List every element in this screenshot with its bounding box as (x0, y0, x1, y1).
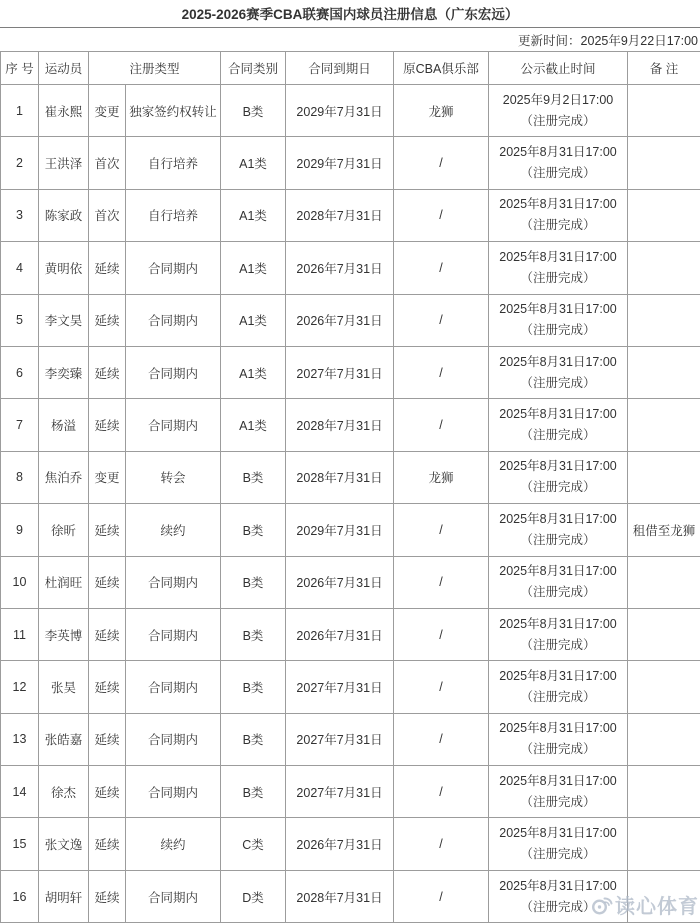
cell-reg-type: 延续 (89, 608, 126, 660)
players-table (0, 51, 700, 923)
cell-former-club: / (394, 504, 489, 556)
cell-remark (628, 661, 700, 713)
cell-deadline (489, 346, 628, 398)
header-row (1, 52, 700, 85)
cell-remark (628, 870, 700, 922)
cell-no: 11 (1, 608, 39, 660)
cell-reg-detail: 合同期内 (126, 608, 221, 660)
cell-reg-type: 延续 (89, 346, 126, 398)
cell-reg-detail: 合同期内 (126, 713, 221, 765)
cell-reg-type: 首次 (89, 137, 126, 189)
cell-contract-end: 2027年7月31日 (286, 661, 394, 713)
cell-name: 焦泊乔 (39, 451, 89, 503)
cell-deadline (489, 399, 628, 451)
table-row (1, 556, 700, 608)
deadline-status: （注册完成） (520, 375, 596, 390)
cell-deadline (489, 451, 628, 503)
cell-deadline (489, 242, 628, 294)
table-row (1, 137, 700, 189)
table-row (1, 451, 700, 503)
header-cell-3: 合同类别 (221, 52, 286, 85)
cell-reg-type: 变更 (89, 85, 126, 137)
cell-reg-detail: 合同期内 (126, 294, 221, 346)
cell-no: 2 (1, 137, 39, 189)
cell-contract-class: B类 (221, 556, 286, 608)
cell-former-club: / (394, 399, 489, 451)
header-cell-7: 备 注 (628, 52, 700, 85)
cell-reg-detail: 独家签约权转让 (126, 85, 221, 137)
cell-former-club: / (394, 556, 489, 608)
cell-no: 13 (1, 713, 39, 765)
cell-no: 5 (1, 294, 39, 346)
cell-name: 李文昊 (39, 294, 89, 346)
cell-reg-detail: 续约 (126, 818, 221, 870)
cell-reg-type: 延续 (89, 242, 126, 294)
deadline-time: 2025年8月31日17:00 (499, 721, 617, 736)
header-cell-1: 运动员 (39, 52, 89, 85)
cell-deadline (489, 818, 628, 870)
cell-reg-detail: 合同期内 (126, 556, 221, 608)
cell-former-club: / (394, 870, 489, 922)
cell-reg-type: 延续 (89, 766, 126, 818)
deadline-status: （注册完成） (520, 323, 596, 338)
table-row (1, 85, 700, 137)
cell-reg-type: 延续 (89, 504, 126, 556)
cell-contract-class: A1类 (221, 189, 286, 241)
cell-name: 王洪泽 (39, 137, 89, 189)
cell-name: 胡明轩 (39, 870, 89, 922)
header-cell-4: 合同到期日 (286, 52, 394, 85)
cell-name: 黄明依 (39, 242, 89, 294)
deadline-status: （注册完成） (520, 270, 596, 285)
cell-name: 张皓嘉 (39, 713, 89, 765)
deadline-status: （注册完成） (520, 689, 596, 704)
cell-reg-type: 延续 (89, 556, 126, 608)
header-cell-6: 公示截止时间 (489, 52, 628, 85)
cell-deadline (489, 713, 628, 765)
cell-reg-detail: 合同期内 (126, 242, 221, 294)
cell-no: 4 (1, 242, 39, 294)
deadline-status: （注册完成） (520, 585, 596, 600)
table-body (1, 85, 700, 923)
deadline-time: 2025年8月31日17:00 (499, 354, 617, 369)
cell-contract-class: B类 (221, 85, 286, 137)
cell-contract-class: A1类 (221, 294, 286, 346)
cell-deadline (489, 85, 628, 137)
cell-reg-type: 延续 (89, 870, 126, 922)
header-cell-0: 序 号 (1, 52, 39, 85)
update-time: 更新时间：2025年9月22日17:00 (518, 34, 698, 48)
cell-deadline (489, 137, 628, 189)
cell-contract-class: B类 (221, 608, 286, 660)
cell-contract-class: B类 (221, 451, 286, 503)
table-row (1, 870, 700, 922)
cell-name: 崔永熙 (39, 85, 89, 137)
cell-remark (628, 346, 700, 398)
cell-no: 8 (1, 451, 39, 503)
cell-contract-class: A1类 (221, 242, 286, 294)
cell-reg-detail: 转会 (126, 451, 221, 503)
deadline-status: （注册完成） (520, 166, 596, 181)
cell-deadline (489, 556, 628, 608)
cell-reg-detail: 合同期内 (126, 766, 221, 818)
cell-reg-detail: 合同期内 (126, 346, 221, 398)
cell-name: 张文逸 (39, 818, 89, 870)
deadline-time: 2025年9月2日17:00 (502, 92, 614, 107)
cell-former-club: / (394, 818, 489, 870)
cell-former-club: 龙狮 (394, 451, 489, 503)
deadline-status: （注册完成） (520, 794, 596, 809)
cell-name: 陈家政 (39, 189, 89, 241)
cell-no: 14 (1, 766, 39, 818)
cell-name: 李英博 (39, 608, 89, 660)
cell-deadline (489, 294, 628, 346)
deadline-status: （注册完成） (520, 113, 596, 128)
cell-remark: 租借至龙狮 (628, 504, 700, 556)
cell-remark (628, 818, 700, 870)
cell-former-club: / (394, 713, 489, 765)
table-row (1, 713, 700, 765)
cell-former-club: / (394, 242, 489, 294)
deadline-time: 2025年8月31日17:00 (499, 511, 617, 526)
cell-no: 15 (1, 818, 39, 870)
deadline-time: 2025年8月31日17:00 (499, 878, 617, 893)
table-row (1, 242, 700, 294)
deadline-time: 2025年8月31日17:00 (499, 616, 617, 631)
cell-reg-type: 延续 (89, 818, 126, 870)
page-title: 2025-2026赛季CBA联赛国内球员注册信息（广东宏远） (0, 0, 700, 28)
cell-contract-class: B类 (221, 713, 286, 765)
cell-remark (628, 608, 700, 660)
cell-contract-end: 2026年7月31日 (286, 242, 394, 294)
cell-remark (628, 137, 700, 189)
cell-remark (628, 766, 700, 818)
cell-no: 3 (1, 189, 39, 241)
cell-contract-end: 2029年7月31日 (286, 137, 394, 189)
table-row (1, 504, 700, 556)
cell-contract-end: 2027年7月31日 (286, 766, 394, 818)
deadline-status: （注册完成） (520, 532, 596, 547)
table-row (1, 818, 700, 870)
header-cell-2: 注册类型 (89, 52, 221, 85)
deadline-time: 2025年8月31日17:00 (499, 773, 617, 788)
deadline-time: 2025年8月31日17:00 (499, 197, 617, 212)
cell-former-club: / (394, 346, 489, 398)
cell-contract-end: 2029年7月31日 (286, 504, 394, 556)
deadline-status: （注册完成） (520, 899, 596, 914)
cell-name: 杜润旺 (39, 556, 89, 608)
cell-remark (628, 451, 700, 503)
cell-remark (628, 294, 700, 346)
cell-contract-class: A1类 (221, 137, 286, 189)
cell-remark (628, 399, 700, 451)
cell-name: 张昊 (39, 661, 89, 713)
cell-reg-detail: 自行培养 (126, 189, 221, 241)
cell-contract-class: C类 (221, 818, 286, 870)
deadline-status: （注册完成） (520, 742, 596, 757)
cell-name: 杨溢 (39, 399, 89, 451)
table-row (1, 346, 700, 398)
cell-name: 李奕臻 (39, 346, 89, 398)
table-row (1, 294, 700, 346)
cell-former-club: 龙狮 (394, 85, 489, 137)
cell-former-club: / (394, 137, 489, 189)
cell-no: 10 (1, 556, 39, 608)
table-row (1, 661, 700, 713)
cell-remark (628, 556, 700, 608)
cell-contract-end: 2028年7月31日 (286, 870, 394, 922)
cell-reg-type: 延续 (89, 294, 126, 346)
cell-contract-end: 2026年7月31日 (286, 294, 394, 346)
cell-former-club: / (394, 608, 489, 660)
cell-deadline (489, 870, 628, 922)
cell-no: 9 (1, 504, 39, 556)
cell-former-club: / (394, 661, 489, 713)
cell-contract-end: 2028年7月31日 (286, 399, 394, 451)
cell-reg-detail: 合同期内 (126, 399, 221, 451)
cell-name: 徐杰 (39, 766, 89, 818)
cell-contract-end: 2026年7月31日 (286, 818, 394, 870)
cell-contract-end: 2029年7月31日 (286, 85, 394, 137)
header-cell-5: 原CBA俱乐部 (394, 52, 489, 85)
cell-reg-type: 延续 (89, 713, 126, 765)
cell-no: 6 (1, 346, 39, 398)
cell-reg-type: 变更 (89, 451, 126, 503)
cell-deadline (489, 766, 628, 818)
cell-no: 7 (1, 399, 39, 451)
deadline-status: （注册完成） (520, 637, 596, 652)
cell-deadline (489, 504, 628, 556)
cell-no: 12 (1, 661, 39, 713)
deadline-status: （注册完成） (520, 428, 596, 443)
cell-reg-detail: 合同期内 (126, 661, 221, 713)
table-row (1, 189, 700, 241)
cell-contract-end: 2028年7月31日 (286, 451, 394, 503)
deadline-status: （注册完成） (520, 218, 596, 233)
cell-reg-type: 延续 (89, 661, 126, 713)
deadline-time: 2025年8月31日17:00 (499, 826, 617, 841)
table-row (1, 766, 700, 818)
cell-contract-end: 2027年7月31日 (286, 713, 394, 765)
cell-contract-class: A1类 (221, 346, 286, 398)
cell-name: 徐昕 (39, 504, 89, 556)
cell-former-club: / (394, 294, 489, 346)
cell-reg-detail: 自行培养 (126, 137, 221, 189)
deadline-status: （注册完成） (520, 847, 596, 862)
cell-contract-end: 2026年7月31日 (286, 556, 394, 608)
cell-reg-type: 首次 (89, 189, 126, 241)
cell-contract-end: 2026年7月31日 (286, 608, 394, 660)
cell-former-club: / (394, 189, 489, 241)
deadline-time: 2025年8月31日17:00 (499, 145, 617, 160)
deadline-time: 2025年8月31日17:00 (499, 249, 617, 264)
cell-contract-end: 2027年7月31日 (286, 346, 394, 398)
cell-deadline (489, 189, 628, 241)
cell-deadline (489, 608, 628, 660)
cell-deadline (489, 661, 628, 713)
deadline-time: 2025年8月31日17:00 (499, 407, 617, 422)
cell-contract-class: B类 (221, 504, 286, 556)
cell-former-club: / (394, 766, 489, 818)
deadline-time: 2025年8月31日17:00 (499, 564, 617, 579)
cell-no: 1 (1, 85, 39, 137)
cell-reg-type: 延续 (89, 399, 126, 451)
deadline-time: 2025年8月31日17:00 (499, 302, 617, 317)
cell-remark (628, 713, 700, 765)
table-row (1, 608, 700, 660)
cell-reg-detail: 续约 (126, 504, 221, 556)
cell-remark (628, 85, 700, 137)
cell-remark (628, 189, 700, 241)
cell-remark (628, 242, 700, 294)
cell-contract-class: B类 (221, 661, 286, 713)
cell-contract-class: B类 (221, 766, 286, 818)
watermark-text: 读心体育 (615, 896, 699, 918)
cell-no: 16 (1, 870, 39, 922)
deadline-status: （注册完成） (520, 480, 596, 495)
deadline-time: 2025年8月31日17:00 (499, 668, 617, 683)
deadline-time: 2025年8月31日17:00 (499, 459, 617, 474)
cell-contract-end: 2028年7月31日 (286, 189, 394, 241)
cell-reg-detail: 合同期内 (126, 870, 221, 922)
table-row (1, 399, 700, 451)
cell-contract-class: A1类 (221, 399, 286, 451)
cell-contract-class: D类 (221, 870, 286, 922)
